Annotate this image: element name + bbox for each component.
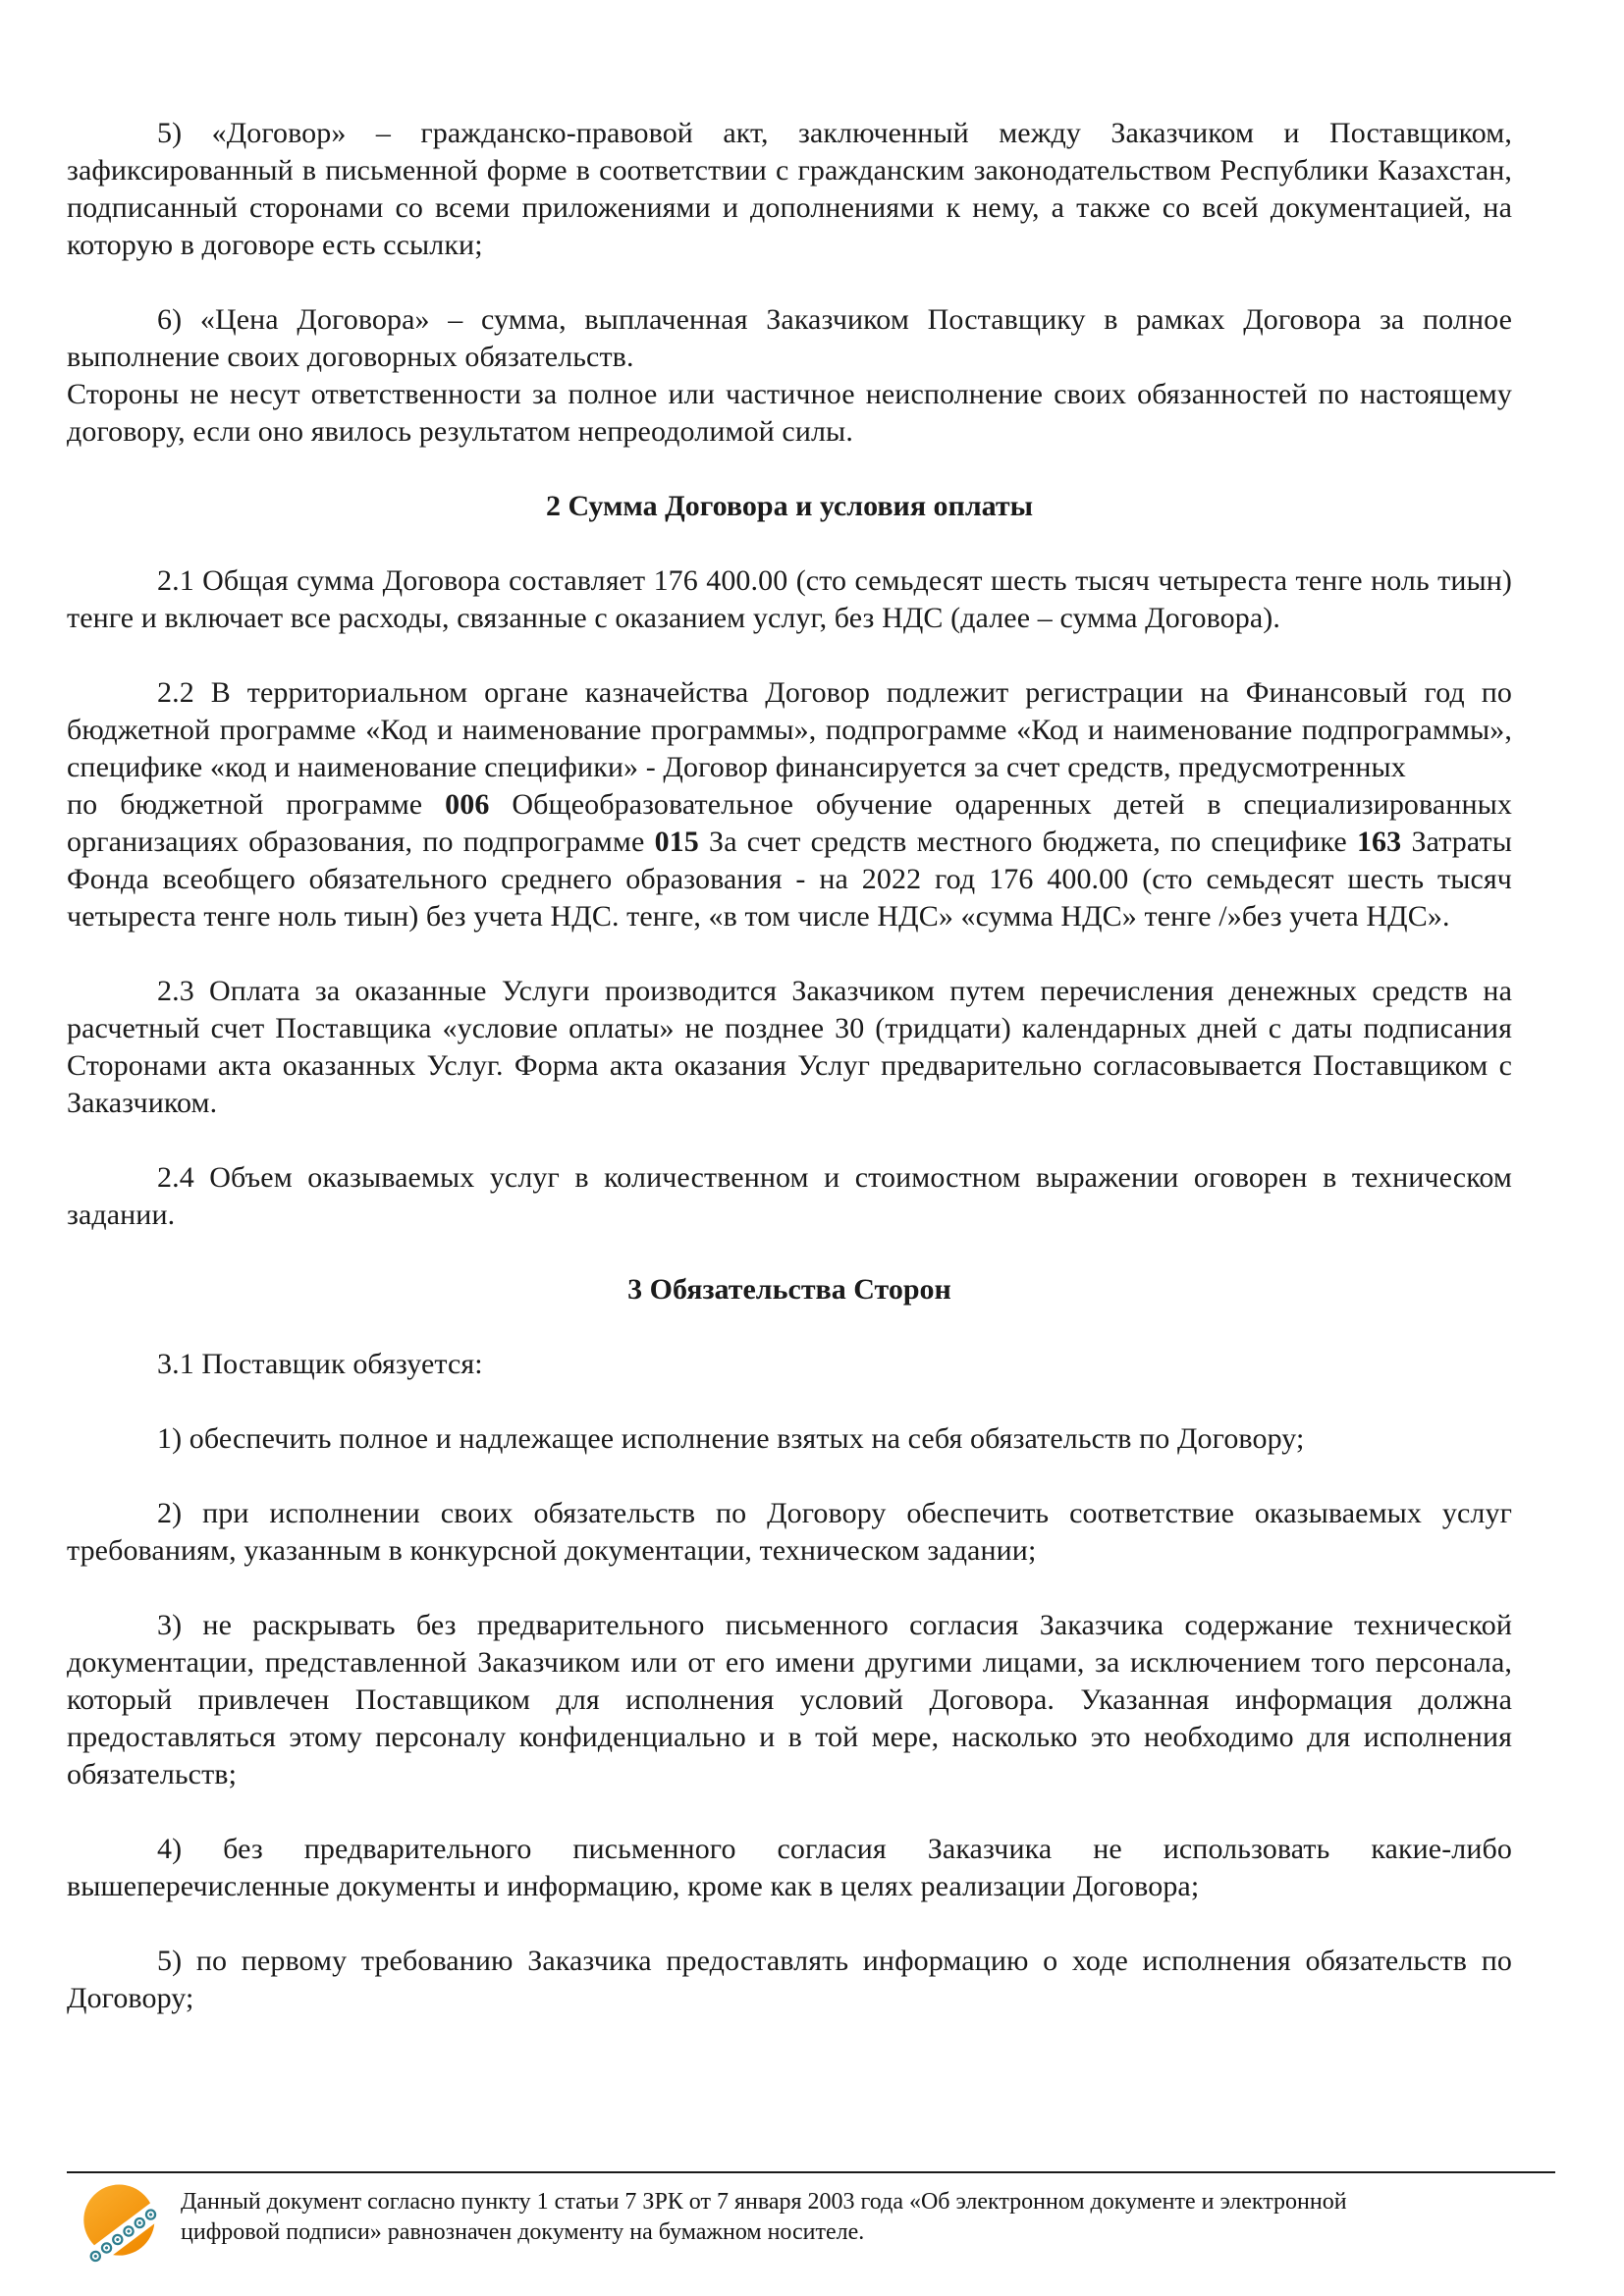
obligation-item-5: 5) по первому требованию Заказчика предоставлять информацию о ходе исполнения обязательств по Договору; [67, 1945, 1512, 2014]
clause-5-dogovor-definition: 5) «Договор» – гражданско-правовой акт, заключенный между Заказчиком и Поставщиком, зафиксированный в письменной форме в соответствии с гражданским законодательством Республики Казахстан, подписанный сторонами со всеми приложениями и дополнениями к нему, а также со всей документацией, на которую в договоре есть ссылки; [67, 117, 1512, 261]
budget-subprogram-code: 015 [654, 826, 699, 858]
budget-text-segment: За счет средств местного бюджета, по специфике [698, 826, 1357, 858]
budget-text-segment: Общеобразовательное обучение одаренных детей в специализированных организациях образования, по подпрограмме [67, 788, 1512, 858]
section-2-heading: 2 Сумма Договора и условия оплаты [545, 490, 1034, 522]
obligation-item-4: 4) без предварительного письменного согласия Заказчика не использовать какие-либо вышеперечисленные документы и информацию, кроме как в целях реализации Договора; [67, 1833, 1512, 1902]
obligation-item-1: 1) обеспечить полное и надлежащее исполнение взятых на себя обязательств по Договору; [157, 1422, 1305, 1455]
obligation-item-2: 2) при исполнении своих обязательств по Договору обеспечить соответствие оказываемых услуг требованиям, указанным в конкурсной документации, техническом задании; [67, 1497, 1512, 1567]
footer-legal-note: Данный документ согласно пункту 1 статьи 7 ЗРК от 7 января 2003 года «Об электронном документе и электронной цифровой подписи» равнозначен документу на бумажном носителе. [181, 2189, 1347, 2245]
budget-specific-code: 163 [1356, 826, 1402, 858]
budget-text-segment: по бюджетной программе [67, 788, 446, 821]
budget-text-segment: Затраты Фонда всеобщего обязательного среднего образования - на 2022 год 176 400.00 (сто семьдесят шесть тысяч четыреста тенге ноль тиын) без учета НДС. тенге, «в том числе НДС» «сумма НДС» тенге /»без учета НДС». [67, 826, 1513, 933]
clause-2-4-service-volume: 2.4 Объем оказываемых услуг в количественном и стоимостном выражении оговорен в техническом задании. [67, 1161, 1512, 1231]
obligation-item-3: 3) не раскрывать без предварительного письменного согласия Заказчика содержание технической документации, представленной Заказчиком или от его имени другими лицами, за исключением того персонала, который привлечен Поставщиком для исполнения условий Договора. Указанная информация должна предоставляться этому персоналу конфиденциально и в той мере, насколько это необходимо для исполнения обязательств; [67, 1609, 1512, 1790]
clause-2-2-budget-program [67, 786, 1512, 935]
clause-2-3-payment-terms: 2.3 Оплата за оказанные Услуги производится Заказчиком путем перечисления денежных средств на расчетный счет Поставщика «условие оплаты» не позднее 30 (тридцати) календарных дней с даты подписания Сторонами акта оказанных Услуг. Форма акта оказания Услуг предварительно согласовывается Поставщиком с Заказчиком. [67, 975, 1512, 1119]
clause-3-1-supplier-obligations-intro: 3.1 Поставщик обязуется: [157, 1348, 483, 1380]
section-3-heading: 3 Обязательства Сторон [627, 1273, 951, 1306]
kazakh-ornament-sun-logo-icon [79, 2181, 165, 2268]
clause-2-1-total-sum: 2.1 Общая сумма Договора составляет 176 400.00 (сто семьдесят шесть тысяч четыреста тенге ноль тиын) тенге и включает все расходы, связанные с оказанием услуг, без НДС (далее – сумма Договора). [67, 564, 1512, 634]
electronic-document-footer [67, 2171, 1555, 2268]
clause-2-2-treasury-registration: 2.2 В территориальном органе казначейства Договор подлежит регистрации на Финансовый год по бюджетной программе «Код и наименование программы», подпрограмме «Код и наименование подпрограммы», специфике «код и наименование специфики» - Договор финансируется за счет средств, предусмотренных [67, 676, 1512, 783]
footer-body [67, 2173, 1555, 2268]
clause-6-price-definition: 6) «Цена Договора» – сумма, выплаченная Заказчиком Поставщику в рамках Договора за полное выполнение своих договорных обязательств. [67, 303, 1512, 373]
budget-program-code: 006 [445, 788, 490, 821]
clause-6-force-majeure-note: Стороны не несут ответственности за полное или частичное неисполнение своих обязанностей по настоящему договору, если оно явилось результатом непреодолимой силы. [67, 378, 1512, 448]
